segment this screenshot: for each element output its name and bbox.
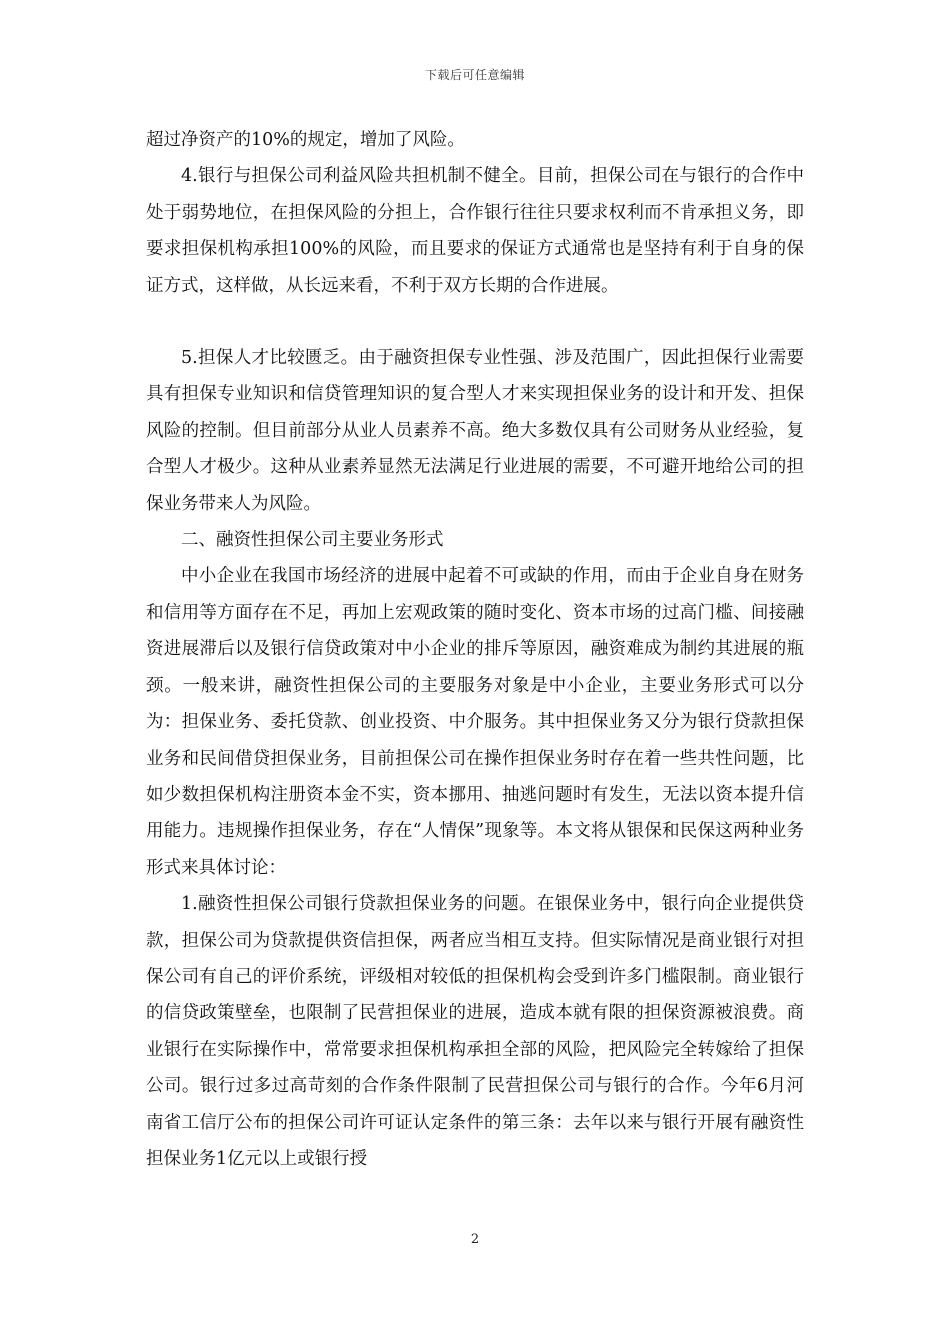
page-header: 下载后可任意编辑: [424, 68, 525, 82]
page-number: 2: [470, 1232, 480, 1247]
paragraph-point-4: 4.银行与担保公司利益风险共担机制不健全。目前，担保公司在与银行的合作中处于弱势地位，在担保风险的分担上，合作银行往往只要求权利而不肯承担义务，即要求担保机构承担100%的风险，而且要求的保证方式通常也是坚持有利于自身的保证方式，这样做，从长远来看，不利于双方长期的合作进展。: [146, 166, 804, 296]
section-heading: 二、融资性担保公司主要业务形式: [181, 530, 444, 551]
paragraph-point-5: 5.担保人才比较匮乏。由于融资担保专业性强、涉及范围广，因此担保行业需要具有担保专业知识和信贷管理知识的复合型人才来实现担保业务的设计和开发、担保风险的控制。但目前部分从业人员素养不高。绝大多数仅具有公司财务从业经验，复合型人才极少。这种从业素养显然无法满足行业进展的需要，不可避开地给公司的担保业务带来人为风险。: [146, 348, 804, 514]
paragraph-point-1: 1.融资性担保公司银行贷款担保业务的问题。在银保业务中，银行向企业提供贷款，担保公司为贷款提供资信担保，两者应当相互支持。但实际情况是商业银行对担保公司有自己的评价系统，评级相对较低的担保机构会受到许多门槛限制。商业银行的信贷政策壁垒，也限制了民营担保业的进展，造成本就有限的担保资源被浪费。商业银行在实际操作中，常常要求担保机构承担全部的风险，把风险完全转嫁给了担保公司。银行过多过高苛刻的合作条件限制了民营担保公司与银行的合作。今年6月河南省工信厅公布的担保公司许可证认定条件的第三条：去年以来与银行开展有融资性担保业务1亿元以上或银行授: [146, 894, 804, 1169]
paragraph-continuation: 超过净资产的10%的规定，增加了风险。: [146, 130, 465, 150]
paragraph-intro: 中小企业在我国市场经济的进展中起着不可或缺的作用，而由于企业自身在财务和信用等方面存在不足，再加上宏观政策的随时变化、资本市场的过高门槛、间接融资进展滞后以及银行信贷政策对中小企业的排斥等原因，融资难成为制约其进展的瓶颈。一般来讲，融资性担保公司的主要服务对象是中小企业，主要业务形式可以分为：担保业务、委托贷款、创业投资、中介服务。其中担保业务又分为银行贷款担保业务和民间借贷担保业务，目前担保公司在操作担保业务时存在着一些共性问题，比如少数担保机构注册资本金不实，资本挪用、抽逃问题时有发生，无法以资本提升信用能力。违规操作担保业务，存在“人情保”现象等。本文将从银保和民保这两种业务形式来具体讨论：: [146, 566, 804, 878]
document-body: [146, 122, 804, 1177]
